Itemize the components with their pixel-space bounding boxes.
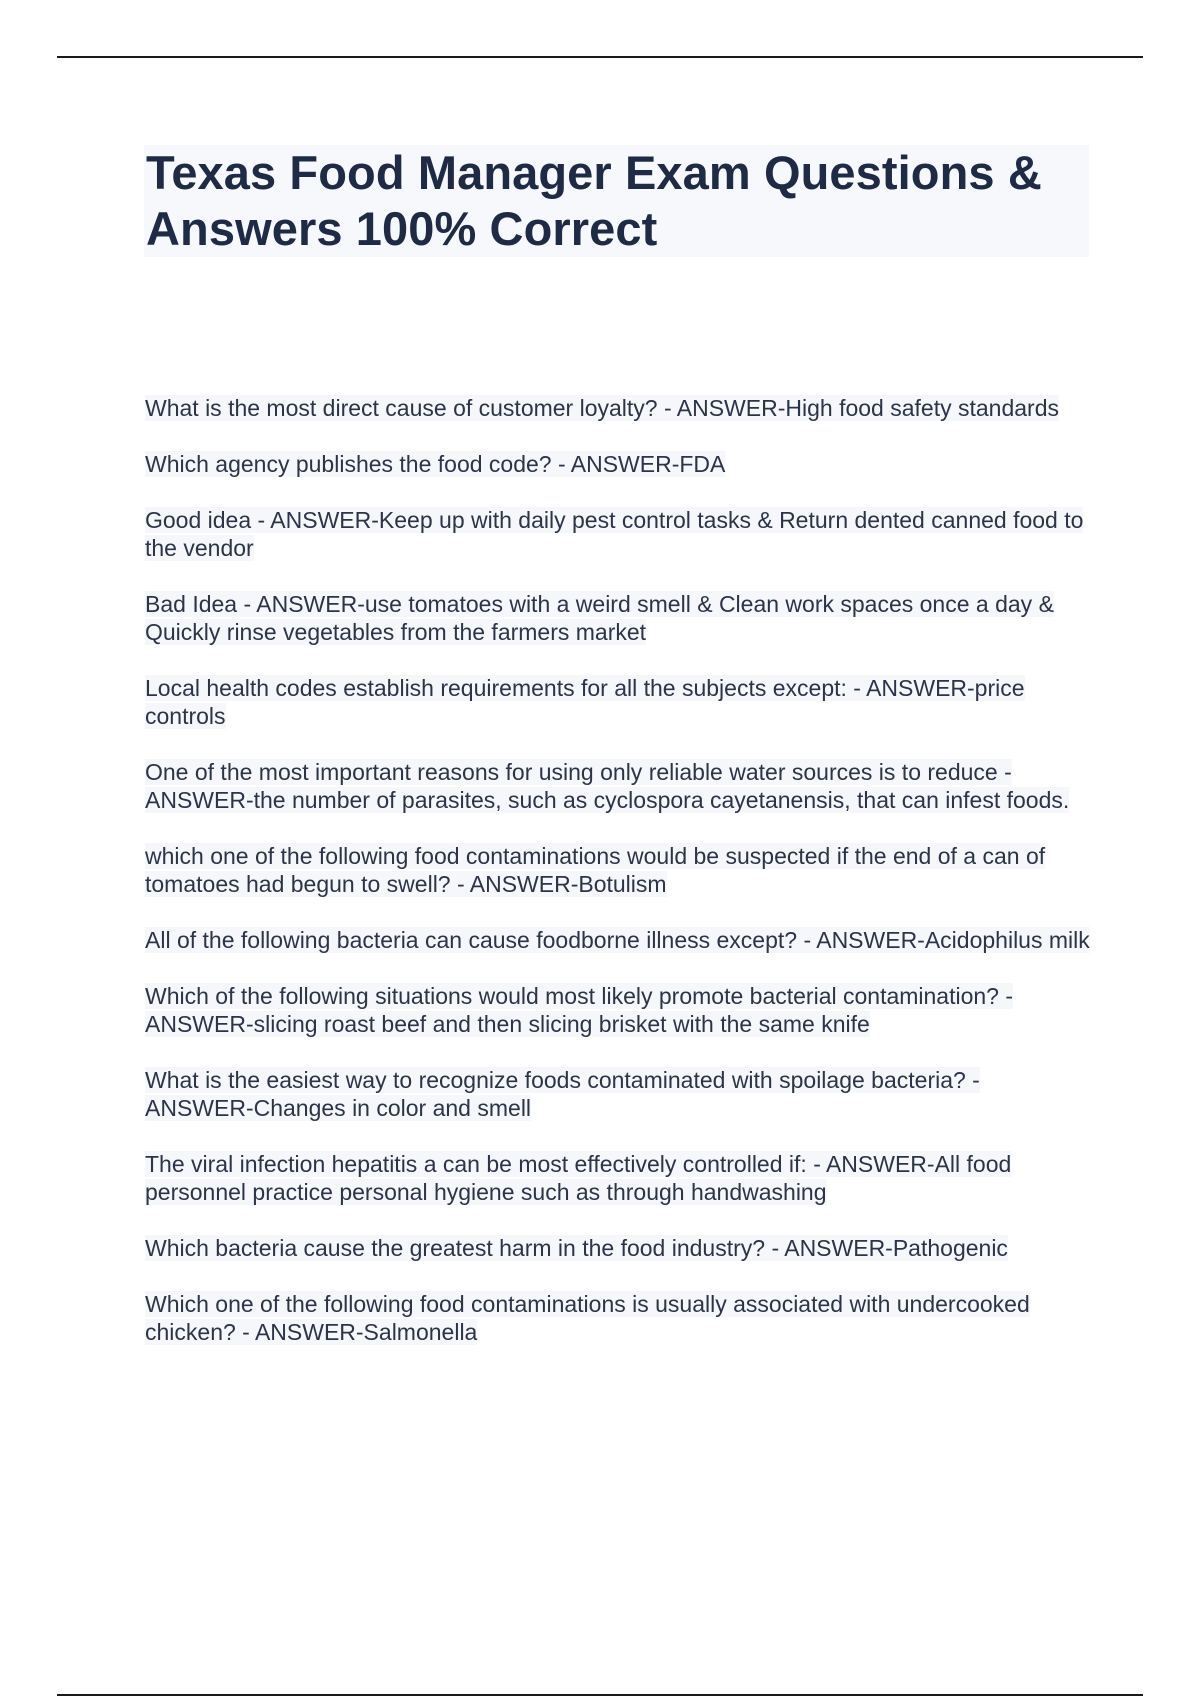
qa-text: All of the following bacteria can cause foodborne illness except? - ANSWER-Acidophilus milk xyxy=(145,927,1090,953)
qa-item xyxy=(145,1290,1090,1346)
qa-item xyxy=(145,506,1090,562)
qa-list xyxy=(145,394,1090,1374)
qa-text: Which bacteria cause the greatest harm in the food industry? - ANSWER-Pathogenic xyxy=(145,1235,1008,1261)
qa-text: Which one of the following food contaminations is usually associated with undercooked chicken? - ANSWER-Salmonella xyxy=(145,1291,1030,1345)
bottom-rule xyxy=(57,1694,1143,1696)
qa-text: Bad Idea - ANSWER-use tomatoes with a weird smell & Clean work spaces once a day & Quickly rinse vegetables from the farmers market xyxy=(145,591,1054,645)
qa-text: What is the easiest way to recognize foods contaminated with spoilage bacteria? - ANSWER-Changes in color and smell xyxy=(145,1067,980,1121)
qa-item xyxy=(145,1234,1090,1262)
qa-item xyxy=(145,590,1090,646)
qa-item xyxy=(145,982,1090,1038)
qa-item xyxy=(145,842,1090,898)
qa-text: which one of the following food contaminations would be suspected if the end of a can of tomatoes had begun to swell? - ANSWER-Botulism xyxy=(145,843,1046,897)
qa-item xyxy=(145,674,1090,730)
qa-item xyxy=(145,1066,1090,1122)
qa-text: The viral infection hepatitis a can be most effectively controlled if: - ANSWER-All food personnel practice personal hygiene such as through handwashing xyxy=(145,1151,1012,1205)
qa-text: One of the most important reasons for using only reliable water sources is to reduce - ANSWER-the number of parasites, such as cyclospora cayetanensis, that can infest foods. xyxy=(145,759,1070,813)
qa-item xyxy=(145,926,1090,954)
qa-text: Good idea - ANSWER-Keep up with daily pest control tasks & Return dented canned food to the vendor xyxy=(145,507,1084,561)
qa-text: Local health codes establish requirements for all the subjects except: - ANSWER-price controls xyxy=(145,675,1025,729)
qa-item xyxy=(145,1150,1090,1206)
qa-text: Which agency publishes the food code? - ANSWER-FDA xyxy=(145,451,726,477)
qa-item xyxy=(145,450,1090,478)
qa-text: What is the most direct cause of customer loyalty? - ANSWER-High food safety standards xyxy=(145,395,1059,421)
top-rule xyxy=(57,56,1143,58)
qa-item xyxy=(145,758,1090,814)
qa-item xyxy=(145,394,1090,422)
title-block xyxy=(144,145,1089,257)
qa-text: Which of the following situations would most likely promote bacterial contamination? - ANSWER-slicing roast beef and then slicing brisket with the same knife xyxy=(145,983,1014,1037)
document-title: Texas Food Manager Exam Questions & Answers 100% Correct xyxy=(146,146,1042,255)
